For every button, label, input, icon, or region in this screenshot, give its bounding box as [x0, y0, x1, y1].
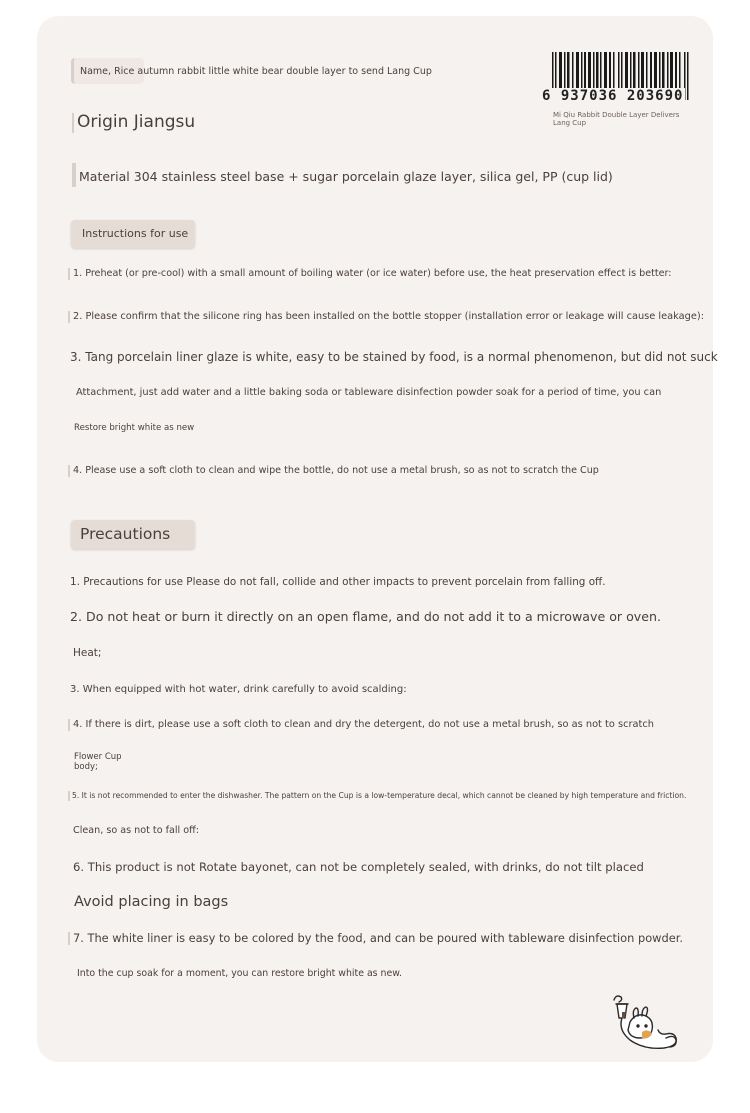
origin-bar	[72, 113, 74, 133]
instr-bar-4	[68, 465, 70, 477]
instructions-heading: Instructions for use	[82, 227, 189, 240]
precautions-item-2-line-2: Heat;	[73, 647, 102, 659]
material-line: Material 304 stainless steel base + sugar porcelain glaze layer, silica gel, PP (cup lid)	[79, 169, 613, 184]
instr-bar-2	[68, 311, 70, 323]
precautions-item-4-line-2b: body;	[74, 762, 98, 772]
barcode-digits: 6 937036 203690	[542, 88, 684, 104]
precautions-item-2: 2. Do not heat or burn it directly on an open flame, and do not add it to a microwave or oven.	[70, 609, 661, 624]
precautions-heading: Precautions	[80, 525, 171, 543]
instructions-item-1: 1. Preheat (or pre-cool) with a small amount of boiling water (or ice water) before use, the heat preservation effect is better:	[73, 268, 672, 279]
instructions-item-3-line-2: Attachment, just add water and a little baking soda or tableware disinfection powder soak for a period of time, you can	[76, 387, 662, 398]
precautions-item-4: 4. If there is dirt, please use a soft cloth to clean and dry the detergent, do not use a metal brush, so as not to scratch	[73, 719, 654, 730]
precautions-item-3: 3. When equipped with hot water, drink carefully to avoid scalding:	[70, 684, 407, 695]
barcode-caption: Mi Qiu Rabbit Double Layer Delivers Lang Cup	[553, 111, 680, 127]
instructions-item-3: 3. Tang porcelain liner glaze is white, easy to be stained by food, is a normal phenomenon, but did not suck	[70, 350, 718, 364]
prec-bar-5	[68, 791, 70, 801]
precautions-item-7: 7. The white liner is easy to be colored by the food, and can be poured with tableware disinfection powder.	[73, 931, 683, 945]
precautions-item-6-line-2: Avoid placing in bags	[74, 894, 229, 910]
instr-bar-1	[68, 268, 70, 280]
precautions-item-5: 5. It is not recommended to enter the dishwasher. The pattern on the Cup is a low-temperature decal, which cannot be cleaned by high temperature and friction.	[72, 791, 687, 800]
precautions-item-6: 6. This product is not Rotate bayonet, can not be completely sealed, with drinks, do not tilt placed	[73, 860, 644, 874]
precautions-item-4-line-2a: Flower Cup	[74, 752, 122, 762]
precautions-item-7-line-2: Into the cup soak for a moment, you can restore bright white as new.	[77, 968, 403, 979]
instructions-item-4: 4. Please use a soft cloth to clean and wipe the bottle, do not use a metal brush, so as not to scratch the Cup	[73, 465, 599, 476]
rabbit-cup-illustration	[608, 992, 684, 1054]
instructions-item-2: 2. Please confirm that the silicone ring has been installed on the bottle stopper (installation error or leakage will cause leakage):	[73, 311, 705, 322]
precautions-item-1: 1. Precautions for use Please do not fall, collide and other impacts to prevent porcelain from falling off.	[70, 576, 606, 588]
prec-bar-7	[68, 932, 70, 945]
prec-bar-4	[68, 719, 70, 731]
origin-line: Origin Jiangsu	[77, 112, 196, 132]
instructions-item-3-line-3: Restore bright white as new	[74, 423, 195, 433]
material-bar	[72, 163, 76, 187]
name-line: Name, Rice autumn rabbit little white bear double layer to send Lang Cup	[80, 66, 432, 77]
precautions-item-5-line-2: Clean, so as not to fall off:	[73, 825, 199, 836]
